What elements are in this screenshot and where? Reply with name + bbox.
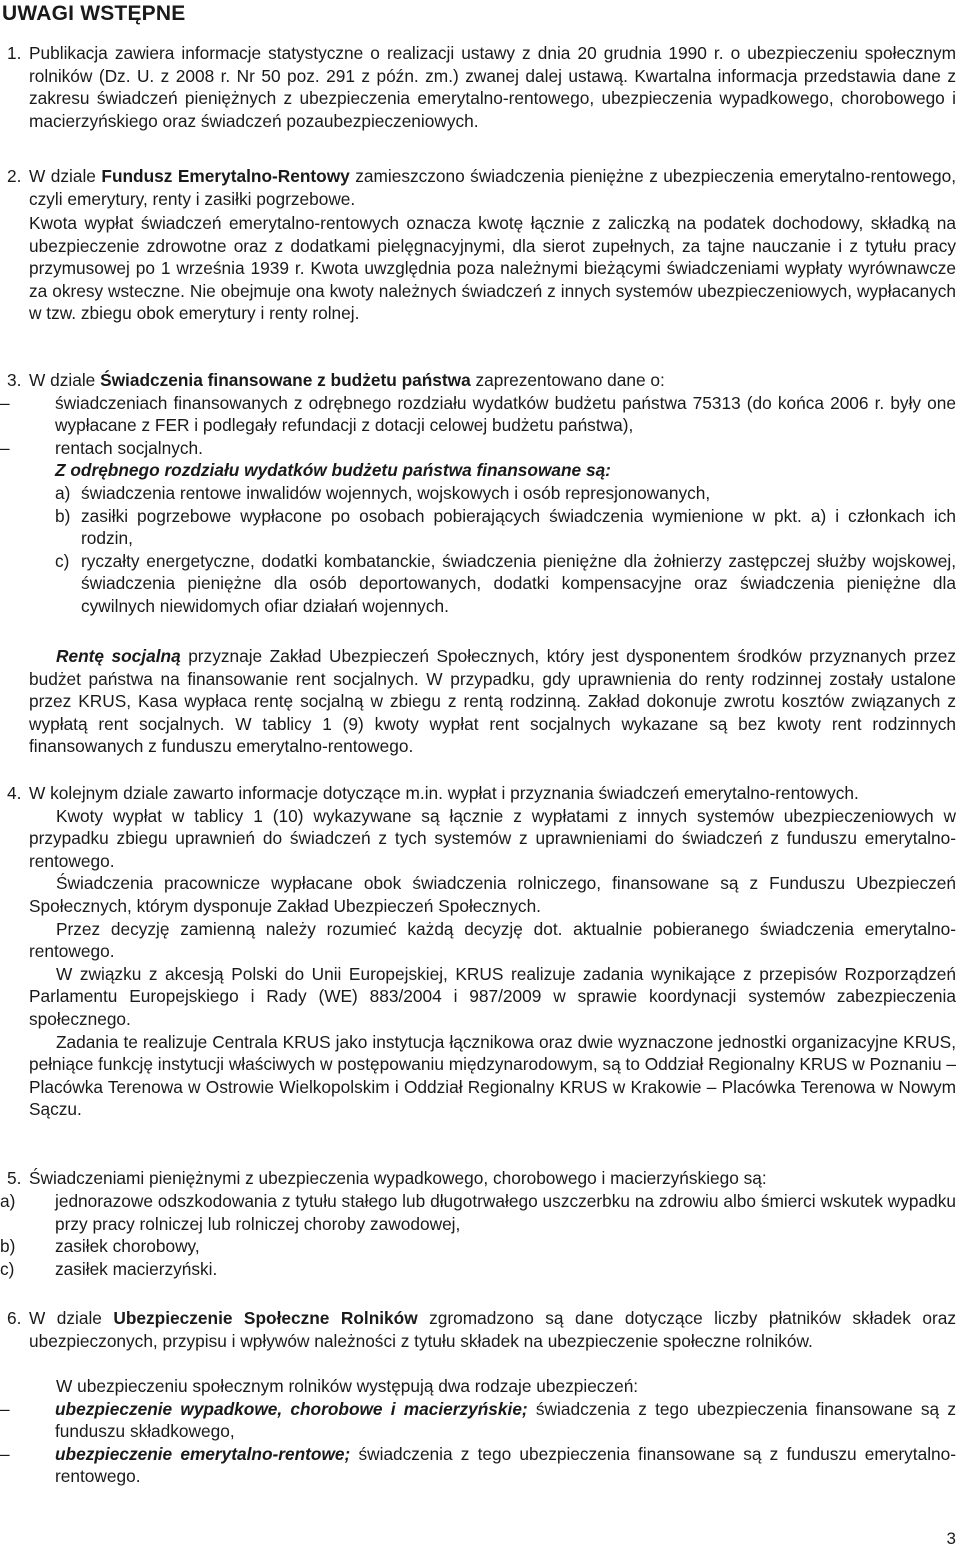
paragraph: W kolejnym dziale zawarto informacje dotyczące m.in. wypłat i przyznania świadczeń emerytalno-rentowych.	[29, 783, 859, 803]
section-name: Świadczenia finansowane z budżetu państwa	[100, 370, 471, 390]
dash-marker: –	[0, 437, 10, 458]
list-item-text: zasiłek chorobowy,	[55, 1236, 200, 1257]
emphasis: Rentę socjalną	[56, 646, 181, 666]
section-number: 5.	[7, 1168, 22, 1188]
text-run: W dziale	[29, 370, 101, 390]
list-item-text: świadczenia rentowe inwalidów wojennych, wojskowych i osób represjonowanych,	[81, 482, 711, 503]
section-5-list	[0, 1190, 956, 1280]
dash-marker: –	[0, 392, 10, 413]
list-item	[29, 482, 956, 505]
paragraph	[29, 645, 956, 758]
paragraph: Świadczenia pracownicze wypłacane obok świadczenia rolniczego, finansowane są z Funduszu Ubezpieczeń Społecznych, którym dysponuje Zakład Ubezpieczeń Społecznych.	[29, 873, 956, 916]
section-name: Ubezpieczenie Społeczne Rolników	[113, 1308, 418, 1328]
section-6-body	[0, 1330, 957, 1488]
section-3-paragraph-2	[29, 645, 956, 758]
dash-item	[0, 1398, 956, 1443]
page-number: 3	[946, 1529, 956, 1548]
section-number: 6.	[7, 1308, 22, 1328]
paragraph: Przez decyzję zamienną należy rozumieć każdą decyzję dot. aktualnie pobieranego świadczenia emerytalno-rentowego.	[29, 918, 956, 962]
paragraph: W związku z akcesją Polski do Unii Europejskiej, KRUS realizuje zadania wynikające z przepisów Rozporządzeń Parlamentu Europejskiego i Rady (WE) 883/2004 i 987/2009 w sprawie koordynacji systemów zabezpieczenia społecznego.	[29, 963, 956, 1029]
paragraph	[29, 369, 956, 392]
list-item-text: jednorazowe odszkodowania z tytułu stałego lub długotrwałego uszczerbku na zdrowiu albo śmierci wskutek wypadku przy pracy rolniczej lub rolniczej choroby zawodowej,	[55, 1191, 956, 1234]
text-run: świadczenia z tego ubezpieczenia finansowane są z funduszu emerytalno-rentowego.	[55, 1443, 957, 1487]
section-number: 4.	[7, 783, 22, 803]
list-item-text: ryczałty energetyczne, dodatki kombatanckie, świadczenia pieniężne dla żołnierzy zastępczej służby wojskowej, świadczenia pieniężne dla osób deportowanych, dodatki kompensacyjne oraz świadczenia pieniężne dla cywilnych niewidomych ofiar działań wojennych.	[81, 550, 956, 616]
text-run: W dziale	[29, 166, 102, 186]
dash-item	[0, 392, 956, 437]
paragraph: Zadania te realizuje Centrala KRUS jako instytucja łącznikowa oraz dwie wyznaczone jednostki organizacyjne KRUS, pełniące funkcję instytucji właściwych w postępowaniu międzynarodowym, są to Oddział Regionalny KRUS w Poznaniu – Placówka Terenowa w Ostrowie Wielkopolskim i Oddział Regionalny KRUS w Krakowie – Placówka Terenowa w Nowym Sączu.	[29, 1031, 956, 1120]
list-item	[29, 505, 956, 550]
text-run: zgromadzono są dane dotyczące liczby płatników składek oraz ubezpieczonych, przypisu i wpływów należności z tytułu składek na ubezpieczenie społeczne rolników.	[29, 1308, 957, 1351]
dash-item	[0, 437, 956, 460]
list-heading-text: Z odrębnego rozdziału wydatków budżetu państwa finansowane są:	[55, 460, 611, 481]
section-2-text	[29, 165, 956, 210]
list-marker: a)	[55, 482, 71, 503]
paragraph: W ubezpieczeniu społecznym rolników występują dwa rodzaje ubezpieczeń:	[56, 1376, 639, 1396]
list-item-text: zasiłki pogrzebowe wypłacone po osobach pobierających świadczenia wymienione w pkt. a) i członkach ich rodzin,	[81, 505, 956, 549]
section-name: Fundusz Emerytalno-Rentowy	[101, 166, 350, 186]
paragraph	[29, 165, 956, 210]
emphasis: ubezpieczenie emerytalno-rentowe;	[55, 1443, 351, 1464]
list-item	[0, 1258, 956, 1281]
emphasis: ubezpieczenie wypadkowe, chorobowe i macierzyńskie;	[55, 1398, 528, 1419]
text-run: zamieszczono świadczenia pieniężne z ubezpieczenia emerytalno-rentowego, czyli emerytury, renty i zasiłki pogrzebowe.	[29, 166, 956, 209]
list-marker: c)	[0, 1258, 15, 1279]
list-marker: b)	[0, 1236, 16, 1257]
dash-marker: –	[0, 1443, 10, 1464]
section-number: 1.	[7, 43, 22, 63]
text-run: świadczenia z tego ubezpieczenia finansowane są z funduszu składkowego,	[55, 1398, 956, 1442]
paragraph: Świadczeniami pieniężnymi z ubezpieczenia wypadkowego, chorobowego i macierzyńskiego są:	[29, 1168, 767, 1188]
section-1-text	[29, 42, 956, 132]
list-item	[0, 1190, 956, 1235]
section-5-text	[29, 1167, 956, 1190]
paragraph: Kwota wypłat świadczeń emerytalno-rentowych oznacza kwotę łącznie z zaliczką na podatek dochodowy, składką na ubezpieczenie zdrowotne oraz z dodatkami pielęgnacyjnymi, dla sierot zupełnych, za tajne nauczanie i z tytułu pracy przymusowej po 1 września 1939 r. Kwota uwzględnia poza należnymi bieżącymi świadczeniami wypłaty wyrównawcze za okresy wsteczne. Nie obejmuje ona kwoty należnych świadczeń z innych systemów ubezpieczeniowych, wypłacanych w tzw. zbiegu obok emerytury i renty rolnej.	[29, 213, 956, 324]
section-number: 2.	[7, 166, 22, 186]
paragraph: Kwoty wypłat w tablicy 1 (10) wykazywane są łącznie z wypłatami z innych systemów ubezpieczeniowych w przypadku zbiegu uprawnień do świadczeń z tych systemów z uprawnieniami do świadczeń z funduszu emerytalno-rentowego.	[29, 805, 956, 871]
section-4-text	[29, 782, 956, 1121]
dash-item	[0, 1443, 957, 1488]
dash-item-text: świadczeniach finansowanych z odrębnego rozdziału wydatków budżetu państwa 75313 (do końca 2006 r. były one wypłacane z FER i podlegały refundacji z dotacji celowej budżetu państwa),	[55, 392, 956, 436]
list-marker: c)	[55, 550, 70, 571]
text-run: przyznaje Zakład Ubezpieczeń Społecznych, który jest dysponentem środków przyznanych przez budżet państwa na finansowanie rent socjalnych. W przypadku, gdy uprawnienia do renty rodzinnej zostały ustalone przez KRUS, Kasa wypłaca rentę socjalną w zbiegu z rentą rodzinną. Zakład dokonuje zwrotu kosztów związanych z wypłatą rent socjalnych. W tablicy 1 (9) kwoty wypłat rent socjalnych wykazane są bez kwoty rent rodzinnych finansowanych z funduszu emerytalno-rentowego.	[29, 646, 956, 757]
text-run: W dziale	[29, 1308, 114, 1328]
paragraph: Publikacja zawiera informacje statystyczne o realizacji ustawy z dnia 20 grudnia 1990 r. o ubezpieczeniu społecznym rolników (Dz. U. z 2008 r. Nr 50 poz. 291 z późn. zm.) zwanej dalej ustawą. Kwartalna informacja przedstawia dane z zakresu świadczeń pieniężnych z ubezpieczenia emerytalno-rentowego, ubezpieczenia wypadkowego, chorobowego i macierzyńskiego oraz świadczeń pozaubezpieczeniowych.	[29, 43, 956, 131]
text-run: zaprezentowano dane o:	[470, 370, 665, 390]
section-2-paragraph-2	[29, 212, 956, 325]
page-title: UWAGI WSTĘPNE	[2, 2, 186, 25]
dash-marker: –	[0, 1398, 10, 1419]
section-number: 3.	[7, 370, 22, 390]
section-3-text	[0, 369, 956, 618]
list-heading	[29, 459, 956, 482]
list-item	[0, 1235, 956, 1258]
list-item	[29, 550, 956, 618]
list-item-text: zasiłek macierzyński.	[55, 1258, 218, 1279]
list-marker: b)	[55, 505, 71, 526]
dash-item-text: rentach socjalnych.	[55, 437, 203, 458]
list-marker: a)	[0, 1191, 16, 1211]
